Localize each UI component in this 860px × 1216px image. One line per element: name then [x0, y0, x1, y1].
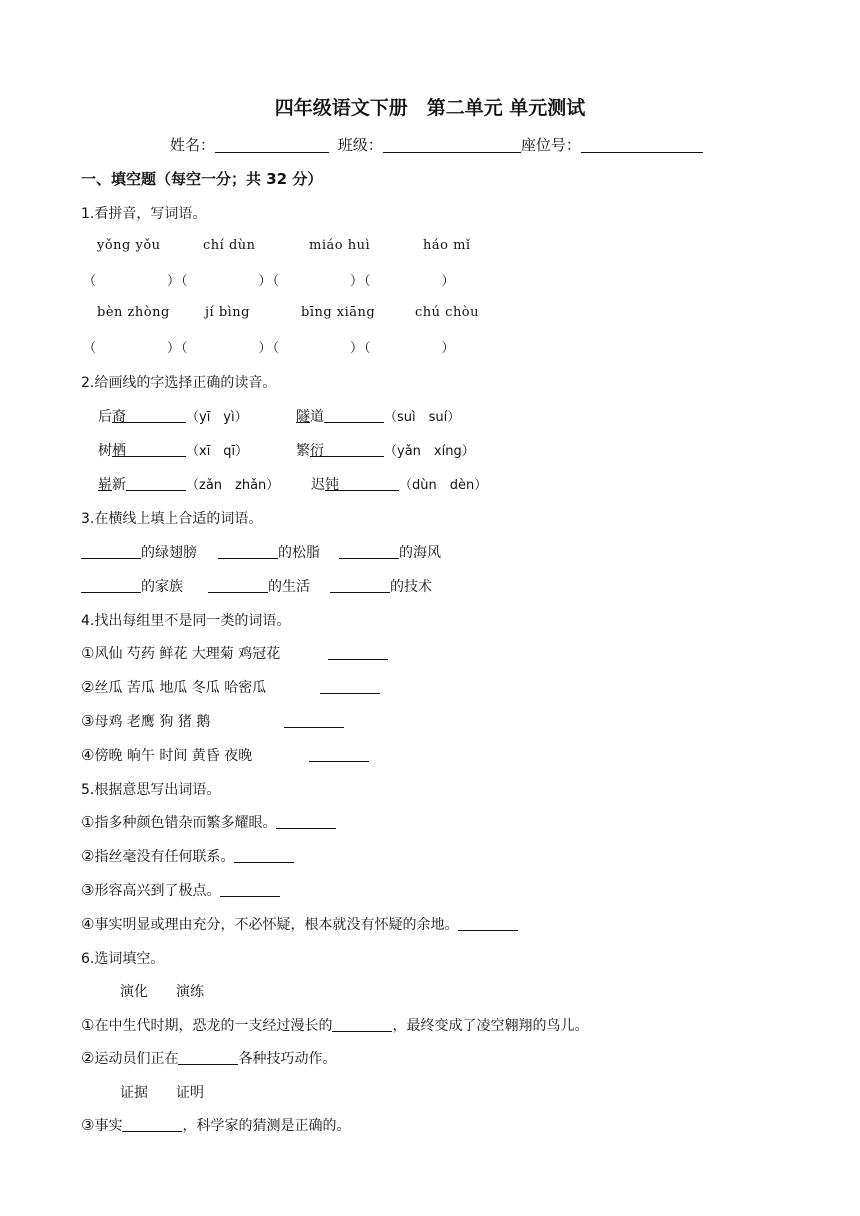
answer-blank[interactable] — [126, 476, 186, 491]
answer-blank[interactable] — [218, 544, 278, 559]
sentence-item: ③事实 ，科学家的猜测是正确的。 — [81, 1116, 351, 1134]
answer-blank[interactable] — [276, 814, 336, 829]
page-title: 四年级语文下册 第二单元 单元测试 — [274, 97, 586, 119]
answer-blank[interactable] — [324, 408, 384, 423]
pinyin: háo mǐ — [423, 238, 471, 253]
word-choices: 证据 证明 — [120, 1085, 204, 1101]
q4-prompt: 4.找出每组里不是同一类的词语。 — [81, 613, 291, 629]
fill-item: 的家族 — [81, 576, 183, 596]
answer-blank[interactable] — [330, 578, 390, 593]
q1-prompt: 1.看拼音，写词语。 — [81, 206, 207, 222]
fill-item: 的生活 — [208, 576, 310, 596]
answer-blank[interactable] — [208, 578, 268, 593]
answer-blank[interactable] — [220, 882, 280, 897]
answer-blank[interactable] — [126, 442, 186, 457]
fill-item: 的松脂 — [218, 542, 320, 562]
pinyin: bèn zhòng — [97, 305, 170, 320]
sentence-item: ①在中生代时期，恐龙的一支经过漫长的 ，最终变成了凌空翱翔的鸟儿。 — [81, 1016, 589, 1034]
answer-blank[interactable] — [339, 476, 399, 491]
group-item: ④傍晚 晌午 时间 黄昏 夜晚 — [81, 746, 253, 764]
reading-item: 迟钝 （dùn dèn） — [311, 477, 488, 493]
answer-blank[interactable] — [332, 1017, 392, 1032]
answer-blank[interactable] — [458, 916, 518, 931]
q6-prompt: 6.选词填空。 — [81, 951, 165, 967]
student-info-line — [170, 134, 703, 155]
answer-blank[interactable] — [328, 645, 388, 660]
answer-blank[interactable] — [234, 848, 294, 863]
answer-blank[interactable] — [284, 713, 344, 728]
reading-item: 树栖 （xī qī） — [98, 443, 249, 459]
answer-blank[interactable] — [309, 747, 369, 762]
reading-item: 繁衍 （yǎn xíng） — [296, 443, 475, 459]
pinyin: yǒng yǒu — [97, 238, 161, 253]
group-item: ①风仙 芍药 鲜花 大理菊 鸡冠花 — [81, 644, 281, 662]
pinyin: chú chòu — [415, 305, 480, 320]
group-item: ②丝瓜 苦瓜 地瓜 冬瓜 哈密瓜 — [81, 678, 267, 696]
q3-prompt: 3.在横线上填上合适的词语。 — [81, 511, 263, 527]
answer-parens-row2[interactable]: （ ）（ ）（ ）（ ） — [83, 341, 456, 356]
reading-item: 隧道 （suì suí） — [296, 409, 461, 425]
name-blank[interactable] — [215, 136, 329, 153]
class-blank[interactable] — [383, 136, 521, 153]
reading-item: 后裔 （yī yì） — [98, 409, 248, 425]
section-heading: 一、填空题（每空一分；共 32 分） — [81, 170, 323, 188]
fill-item: 的绿翅膀 — [81, 542, 197, 562]
group-item: ③母鸡 老鹰 狗 猪 鹅 — [81, 712, 211, 730]
answer-blank[interactable] — [178, 1050, 238, 1065]
sentence-item: ②运动员们正在 各种技巧动作。 — [81, 1049, 337, 1067]
answer-blank[interactable] — [320, 679, 380, 694]
q2-prompt: 2.给画线的字选择正确的读音。 — [81, 375, 277, 391]
pinyin: jí bìng — [205, 305, 250, 320]
meaning-item: ③形容高兴到了极点。 — [81, 880, 280, 900]
q5-prompt: 5.根据意思写出词语。 — [81, 782, 221, 798]
meaning-item: ②指丝毫没有任何联系。 — [81, 846, 294, 866]
reading-item: 崭新 （zǎn zhǎn） — [98, 477, 280, 493]
word-choices: 演化 演练 — [120, 984, 204, 1000]
seat-label: 座位号： — [520, 136, 581, 154]
answer-blank[interactable] — [126, 408, 186, 423]
answer-blank[interactable] — [122, 1117, 182, 1132]
name-label: 姓名： — [170, 136, 216, 154]
pinyin: bīng xiāng — [301, 305, 376, 320]
fill-item: 的海风 — [339, 542, 441, 562]
answer-parens-row1[interactable]: （ ）（ ）（ ）（ ） — [83, 274, 456, 289]
fill-item: 的技术 — [330, 576, 432, 596]
answer-blank[interactable] — [81, 544, 141, 559]
answer-blank[interactable] — [339, 544, 399, 559]
answer-blank[interactable] — [81, 578, 141, 593]
seat-blank[interactable] — [581, 136, 703, 153]
meaning-item: ④事实明显或理由充分，不必怀疑，根本就没有怀疑的余地。 — [81, 914, 518, 934]
pinyin: miáo huì — [309, 238, 371, 253]
meaning-item: ①指多种颜色错杂而繁多耀眼。 — [81, 812, 336, 832]
answer-blank[interactable] — [324, 442, 384, 457]
pinyin: chí dùn — [203, 238, 256, 253]
class-label: 班级： — [337, 136, 383, 154]
